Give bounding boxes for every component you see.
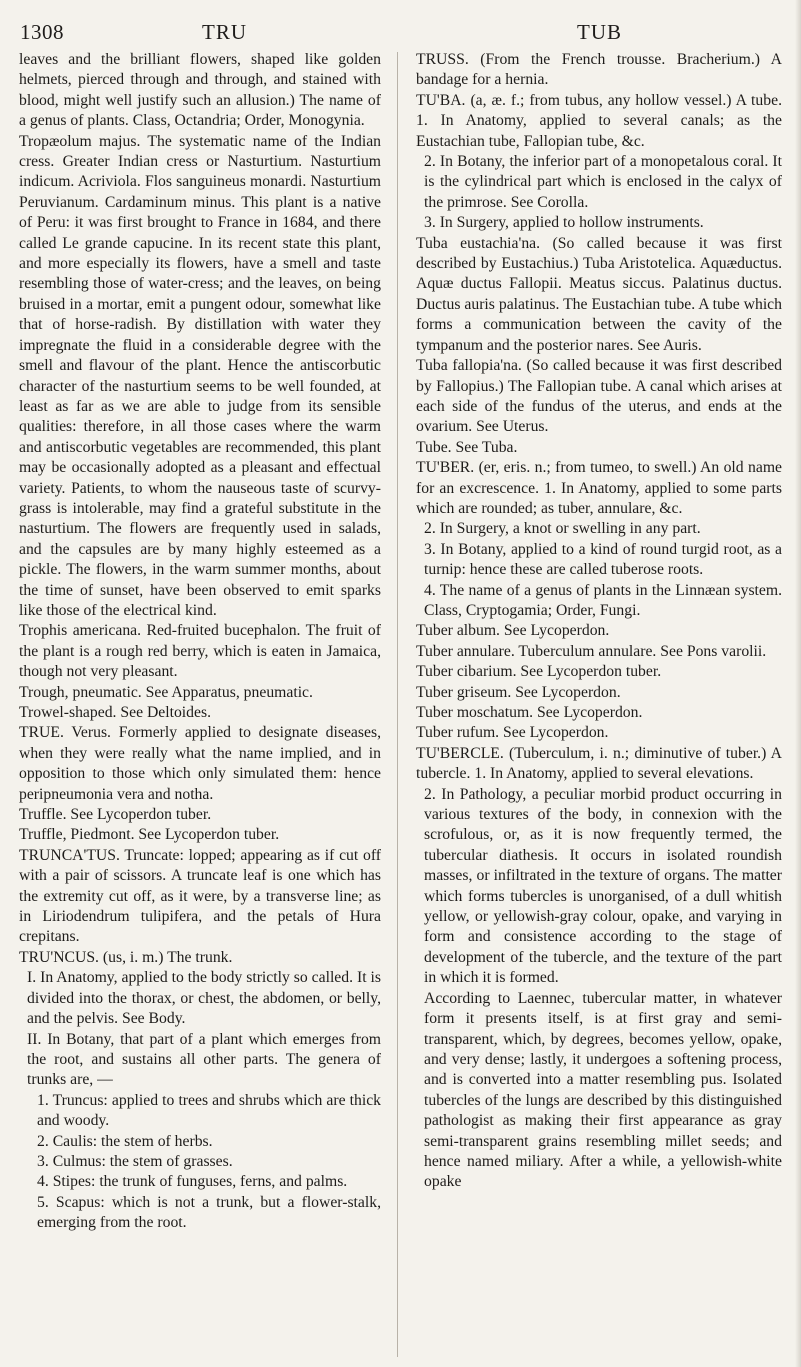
entry-tuba-eustachiana: Tuba eustachia'na. (So called because it was first described by Eustachius.) Tuba Aristotelica. Aquæductus. Aquæ ductus Fallopii. Meatus siccus. Palatinus ductus. Ductus auris palatinus. The Eustachian tube. A tube which forms a communication between the cavity of the tympanum and the posterior nares. See Auris. [416, 234, 782, 354]
list-item: 2. Caulis: the stem of herbs. [37, 1132, 213, 1150]
entry-tuber-album: Tuber album. See Lycoperdon. [416, 622, 610, 640]
entry-continuation: leaves and the brilliant flowers, shaped like golden helmets, pierced through and through, and stained with blood, might well justify such an allusion.) The name of a genus of plants. Class, Octandria; Order, Monogynia. [19, 51, 381, 130]
sense-genus: 4. The name of a genus of plants in the Linnæan system. Class, Cryptogamia; Order, Fungi. [424, 581, 782, 619]
entry-truffle: Truffle. See Lycoperdon tuber. [19, 806, 212, 824]
sense-pathology: 2. In Pathology, a peculiar morbid product occurring in various textures of the body, in connexion with the scrofulous, or, as it is now frequently termed, the tubercular diathesis. It occurs in isolated roundish masses, or infiltrated in the texture of organs. The matter which forms tubercles is unorganised, of a dull whitish yellow, or yellowish-gray colour, opake, and varying in form and consistence according to the stage of development of the tubercle, and the texture of the part in which it is formed. [424, 785, 782, 987]
running-header [0, 8, 801, 44]
entry-tuber: TU'BER. (er, eris. n.; from tumeo, to swell.) An old name for an excrescence. 1. In Anatomy, applied to some parts which are rounded; as tuber, annulare, &c. [416, 459, 782, 517]
sense-botany: 2. In Botany, the inferior part of a monopetalous coral. It is the cylindrical part which is enclosed in the calyx of the primrose. See Corolla. [424, 153, 782, 211]
list-item: 1. Truncus: applied to trees and shrubs which are thick and woody. [37, 1091, 381, 1130]
entry-tuba-fallopiana: Tuba fallopia'na. (So called because it was first described by Fallopius.) The Fallopian tube. A canal which arises at each side of the fundus of the uterus, and ends at the ovarium. See Uterus. [416, 357, 782, 436]
entry-tropaeolum: Tropæolum majus. The systematic name of the Indian cress. Greater Indian cress or Nasturtium. Nasturtium indicum. Acriviola. Flos sanguineus monardi. Nasturtium Peruvianum. Cardaminum minus. This plant is a native of Peru: it was first brought to France in 1684, and there called Le grande capucine. In its recent state this plant, and more especially its flowers, have a smell and taste resembling those of water-cress; and the leaves, on being bruised in a mortar, emit a pungent odour, somewhat like that of horse-radish. By distillation with water they impregnate the fluid in a considerable degree with the smell and flavour of the plant. Hence the antiscorbutic character of the nasturtium seems to be well founded, at least as far as we are able to judge from its sensible qualities: therefore, in all those cases where the warm and antiscorbutic vegetables are recommended, this plant may be occasionally adopted as a pleasant and effectual variety. Patients, to whom the nauseous taste of scurvy-grass is intolerable, may find a grateful substitute in the nasturtium. The flowers are frequently used in salads, and the capsules are by many highly esteemed as a pickle. The flowers, in the warm summer months, about the time of sunset, have been observed to emit sparks like those of the electrical kind. [19, 132, 381, 619]
entry-trough: Trough, pneumatic. See Apparatus, pneumatic. [19, 683, 313, 701]
entry-paragraph: According to Laennec, tubercular matter, in whatever form it presents itself, is at first gray and semi-transparent, which, by degrees, becomes yellow, opake, and very dense; lastly, it undergoes a softening process, and is converted into a matter resembling pus. Isolated tubercles of the lungs are described by this distinguished pathologist as making their first appearance as gray semi-transparent grains resembling millet seeds; and hence named miliary. After a while, a yellowish-white opake [424, 989, 782, 1191]
sense-surgery: 2. In Surgery, a knot or swelling in any part. [424, 520, 701, 538]
entry-tuber-cibarium: Tuber cibarium. See Lycoperdon tuber. [416, 663, 662, 681]
entry-tuber-rufum: Tuber rufum. See Lycoperdon. [416, 724, 609, 742]
list-item: 5. Scapus: which is not a trunk, but a flower-stalk, emerging from the root. [37, 1193, 381, 1232]
list-item: 3. Culmus: the stem of grasses. [37, 1152, 233, 1170]
entry-tubercle: TU'BERCLE. (Tuberculum, i. n.; diminutive of tuber.) A tubercle. 1. In Anatomy, applied to several elevations. [416, 744, 782, 783]
sense-surgery: 3. In Surgery, applied to hollow instruments. [424, 214, 704, 232]
entry-trophis: Trophis americana. Red-fruited bucephalon. The fruit of the plant is a rough red berry, which is eaten in Jamaica, though not very pleasant. [19, 622, 381, 681]
entry-tuba: TU'BA. (a, æ. f.; from tubus, any hollow vessel.) A tube. 1. In Anatomy, applied to several canals; as the Eustachian tube, Fallopian tube, &c. [416, 91, 782, 150]
entry-tuber-annulare: Tuber annulare. Tuberculum annulare. See Pons varolii. [416, 642, 767, 660]
page-edge-shadow [795, 0, 801, 1367]
page-number: 1308 [20, 20, 64, 44]
sense-anatomy: I. In Anatomy, applied to the body strictly so called. It is divided into the thorax, or chest, the abdomen, or belly, and the pelvis. See Body. [27, 969, 381, 1028]
entry-trowel-shaped: Trowel-shaped. See Deltoides. [19, 704, 211, 721]
entry-truffle-piedmont: Truffle, Piedmont. See Lycoperdon tuber. [19, 826, 280, 844]
entry-tube: Tube. See Tuba. [416, 438, 518, 456]
entry-tuber-griseum: Tuber griseum. See Lycoperdon. [416, 683, 621, 701]
column-divider [397, 52, 398, 1357]
entry-truncus: TRU'NCUS. (us, i. m.) The trunk. [19, 948, 233, 966]
entry-truncatus: TRUNCA'TUS. Truncate: lopped; appearing as if cut off with a pair of scissors. A truncate leaf is one which has the extremity cut off, as it were, by a transverse line; as in Liriodendrum tulipifera, and the petals of Hura crepitans. [19, 846, 381, 946]
right-catchword: TUB [577, 20, 622, 44]
entry-truss: TRUSS. (From the French trousse. Bracherium.) A bandage for a hernia. [416, 51, 782, 89]
left-catchword: TRU [202, 20, 247, 44]
sense-botany: 3. In Botany, applied to a kind of round turgid root, as a turnip: hence these are called tuberose roots. [424, 540, 782, 579]
sense-botany: II. In Botany, that part of a plant which emerges from the root, and sustains all other parts. The genera of trunks are, — [27, 1030, 381, 1089]
entry-true: TRUE. Verus. Formerly applied to designate diseases, when they were really what the name implied, and in opposition to those which only simulated them: hence peripneumonia vera and notha. [19, 724, 381, 803]
entry-tuber-moschatum: Tuber moschatum. See Lycoperdon. [416, 704, 643, 721]
list-item: 4. Stipes: the trunk of funguses, ferns, and palms. [37, 1173, 348, 1191]
left-column [19, 50, 381, 1234]
right-column [416, 50, 782, 1193]
